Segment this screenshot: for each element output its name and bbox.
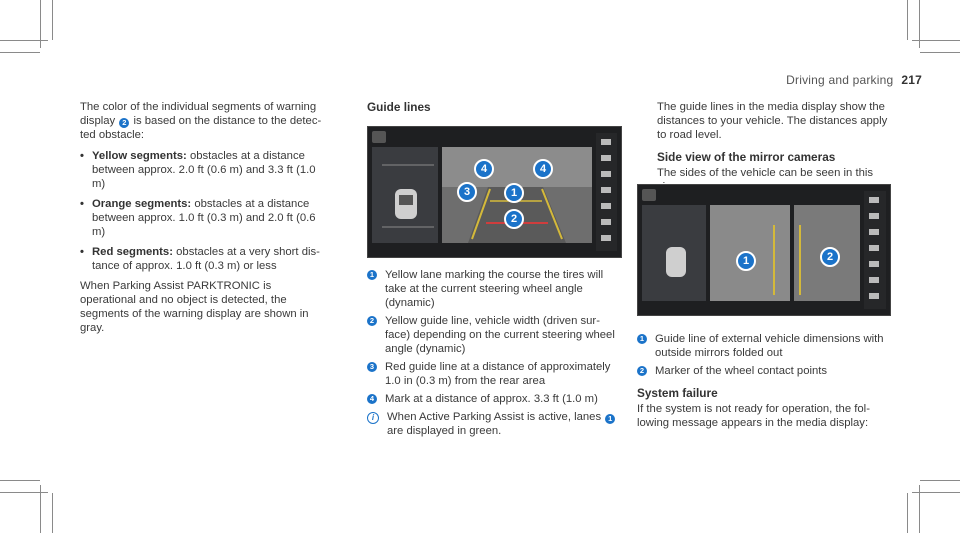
section-heading-side-view: Side view of the mirror cameras [657, 150, 836, 164]
page-number: 217 [901, 73, 922, 87]
crop-mark [907, 493, 908, 533]
callout-3: 3 [457, 182, 477, 202]
crop-mark [0, 480, 40, 481]
crop-mark [0, 40, 48, 41]
reference-badge: 2 [119, 118, 129, 128]
callout-1: 1 [504, 183, 524, 203]
section-heading-guide-lines: Guide lines [367, 100, 431, 114]
crop-mark [912, 492, 960, 493]
side-view-text: The sides of the vehicle can be seen in this [657, 167, 874, 179]
side-view-illustration [638, 185, 890, 315]
callout-1: 1 [736, 251, 756, 271]
reference-badge: 1 [605, 414, 615, 424]
bullet-red-segments: • Red segments: obstacles at a very short dis-tance of approx. 1.0 ft (0.3 m) or less [80, 245, 328, 273]
legend-item: 3 Red guide line at a distance of approximately 1.0 in (0.3 m) from the rear area [367, 360, 623, 388]
legend-item: 1 Guide line of external vehicle dimensions with outside mirrors folded out [637, 332, 895, 360]
crop-mark [907, 0, 908, 40]
intro-paragraph: The color of the individual segments of warning display 2 is based on the distance to the detec-ted obstacle: [80, 101, 322, 141]
callout-2: 2 [820, 247, 840, 267]
legend-item: 1 Yellow lane marking the course the tires will take at the current steering wheel angle (dynamic) [367, 268, 623, 310]
crop-mark [0, 52, 40, 53]
guide-lines-screenshot [367, 126, 622, 258]
guide-lines-illustration [368, 127, 621, 257]
legend-item: 2 Marker of the wheel contact points [637, 364, 895, 378]
crop-mark [0, 492, 48, 493]
column-2 [367, 100, 623, 124]
system-failure-text: If the system is not ready for operation, the fol-lowing message appears in the media display: [637, 403, 870, 429]
running-header [786, 73, 922, 87]
side-view-screenshot [637, 184, 891, 316]
callout-4: 4 [474, 159, 494, 179]
info-icon: i [367, 412, 379, 424]
crop-mark [920, 480, 960, 481]
crop-mark [920, 52, 960, 53]
crop-mark [52, 0, 53, 40]
section-heading-system-failure: System failure [637, 386, 718, 400]
legend-item: 2 Yellow guide line, vehicle width (driven sur-face) depending on the current steering wheel angle (dynamic) [367, 314, 623, 356]
closing-paragraph: When Parking Assist PARKTRONIC is operational and no object is detected, the segments of the warning display are shown in gray. [80, 280, 309, 334]
callout-2: 2 [504, 209, 524, 229]
bullet-yellow-segments: • Yellow segments: obstacles at a distance between approx. 2.0 ft (0.6 m) and 3.3 ft (1.0 m) [80, 149, 328, 191]
guide-lines-legend [367, 268, 623, 438]
intro-paragraph: The guide lines in the media display show the distances to your vehicle. The distances apply to road level. [657, 101, 888, 141]
crop-mark [52, 493, 53, 533]
callout-4: 4 [533, 159, 553, 179]
legend-item: 4 Mark at a distance of approx. 3.3 ft (1.0 m) [367, 392, 623, 406]
side-view-legend [637, 332, 895, 437]
crop-mark [912, 40, 960, 41]
section-title: Driving and parking [786, 73, 894, 87]
bullet-orange-segments: • Orange segments: obstacles at a distance between approx. 1.0 ft (0.3 m) and 2.0 ft (0.6 m) [80, 197, 328, 239]
column-1 [80, 100, 328, 342]
info-note: i When Active Parking Assist is active, lanes 1 are displayed in green. [367, 410, 623, 438]
